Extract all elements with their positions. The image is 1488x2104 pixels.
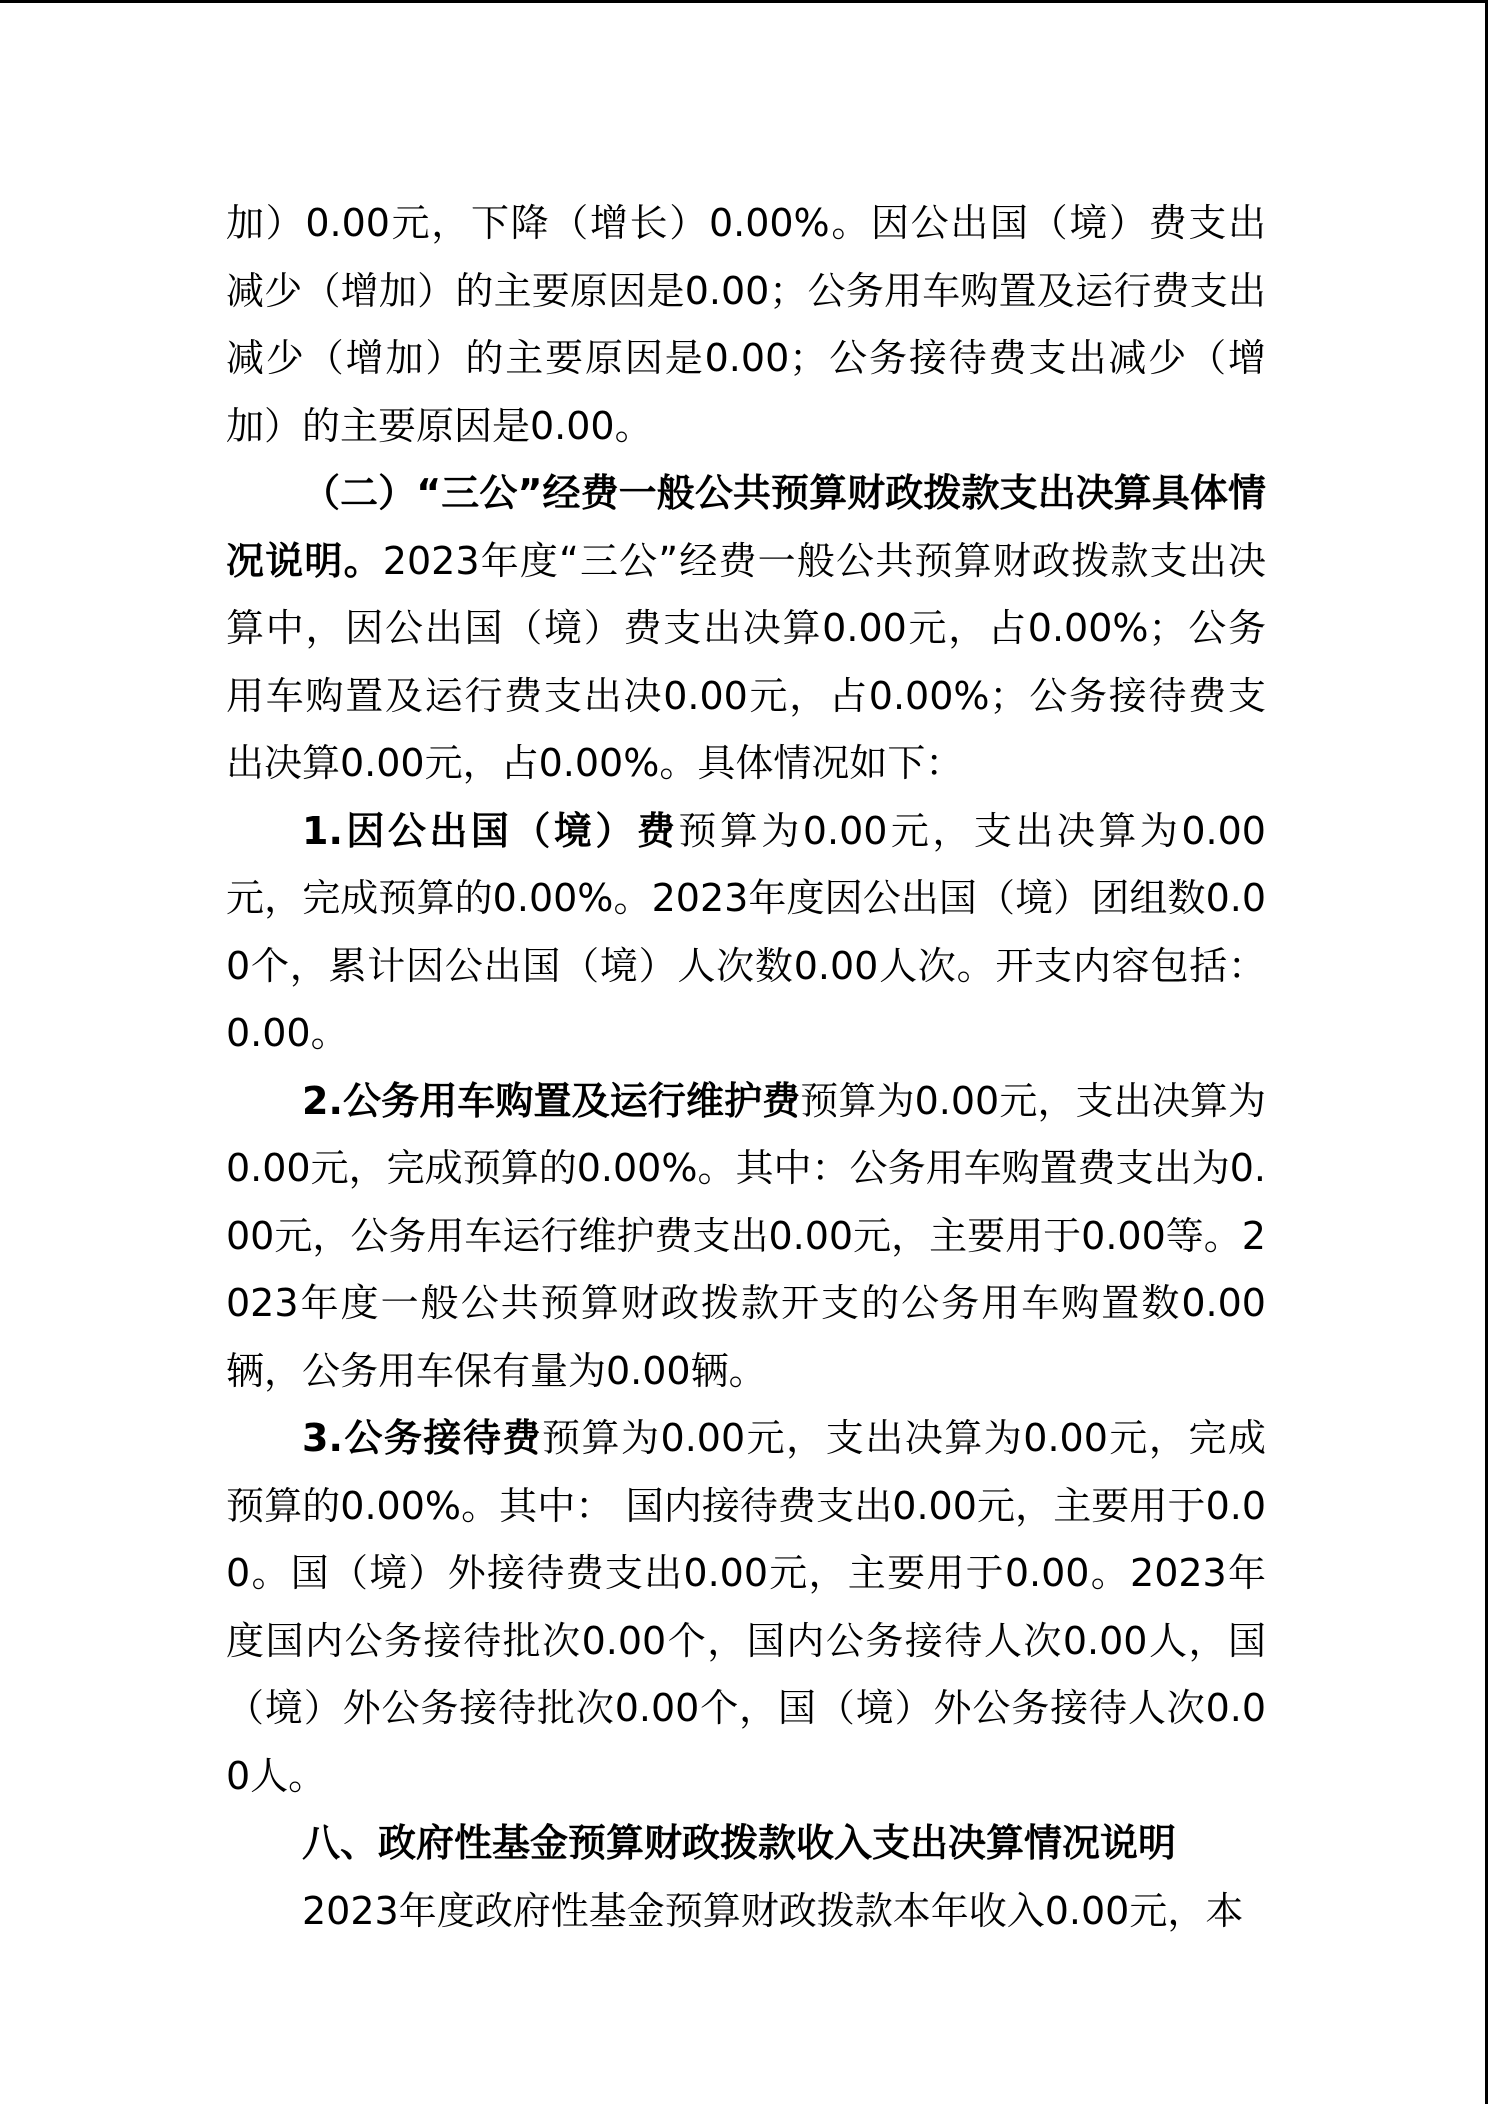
item-2-label: 2.公务用车购置及运行维护费 — [302, 1078, 801, 1123]
item-1-body: 预算为0.00元，支出决算为0.00元，完成预算的0.00%。2023年度因公出国（境）团组数0.00个，累计因公出国（境）人次数0.00人次。开支内容包括：0.00。 — [226, 808, 1266, 1055]
document-body — [226, 190, 1266, 1945]
section-2-body: 2023年度“三公”经费一般公共预算财政拨款支出决算中，因公出国（境）费支出决算0.00元，占0.00%；公务用车购置及运行费支出决0.00元，占0.00%；公务接待费支出决算0.00元，占0.00%。具体情况如下： — [226, 538, 1266, 785]
section-2-heading: （二）“三公”经费一般公共预算财政拨款支出决算具体情况说明。 — [226, 471, 1266, 583]
item-2-paragraph — [226, 1068, 1266, 1406]
continued-paragraph: 加）0.00元，下降（增长）0.00%。因公出国（境）费支出减少（增加）的主要原因是0.00；公务用车购置及运行费支出减少（增加）的主要原因是0.00；公务接待费支出减少（增加）的主要原因是0.00。 — [226, 201, 1266, 448]
item-3-body: 预算为0.00元，支出决算为0.00元，完成预算的0.00%。其中： 国内接待费支出0.00元，主要用于0.00。国（境）外接待费支出0.00元，主要用于0.00。2023年度国内公务接待批次0.00个，国内公务接待人次0.00人，国（境）外公务接待批次0.00个，国（境）外公务接待人次0.00人。 — [226, 1416, 1266, 1798]
page-border-top — [0, 0, 1488, 3]
item-1-paragraph — [226, 798, 1266, 1068]
item-3-label: 3.公务接待费 — [302, 1416, 542, 1460]
section-8-body: 2023年度政府性基金预算财政拨款本年收入0.00元，本 — [302, 1888, 1244, 1933]
item-2-body: 预算为0.00元，支出决算为0.00元，完成预算的0.00%。其中：公务用车购置费支出为0.00元，公务用车运行维护费支出0.00元，主要用于0.00等。2023年度一般公共预算财政拨款开支的公务用车购置数0.00辆，公务用车保有量为0.00辆。 — [226, 1078, 1266, 1393]
section-2-paragraph — [226, 460, 1266, 798]
section-8-heading: 八、政府性基金预算财政拨款收入支出决算情况说明 — [302, 1821, 1177, 1865]
item-1-label: 1.因公出国（境）费 — [302, 808, 679, 853]
item-3-paragraph — [226, 1405, 1266, 1810]
